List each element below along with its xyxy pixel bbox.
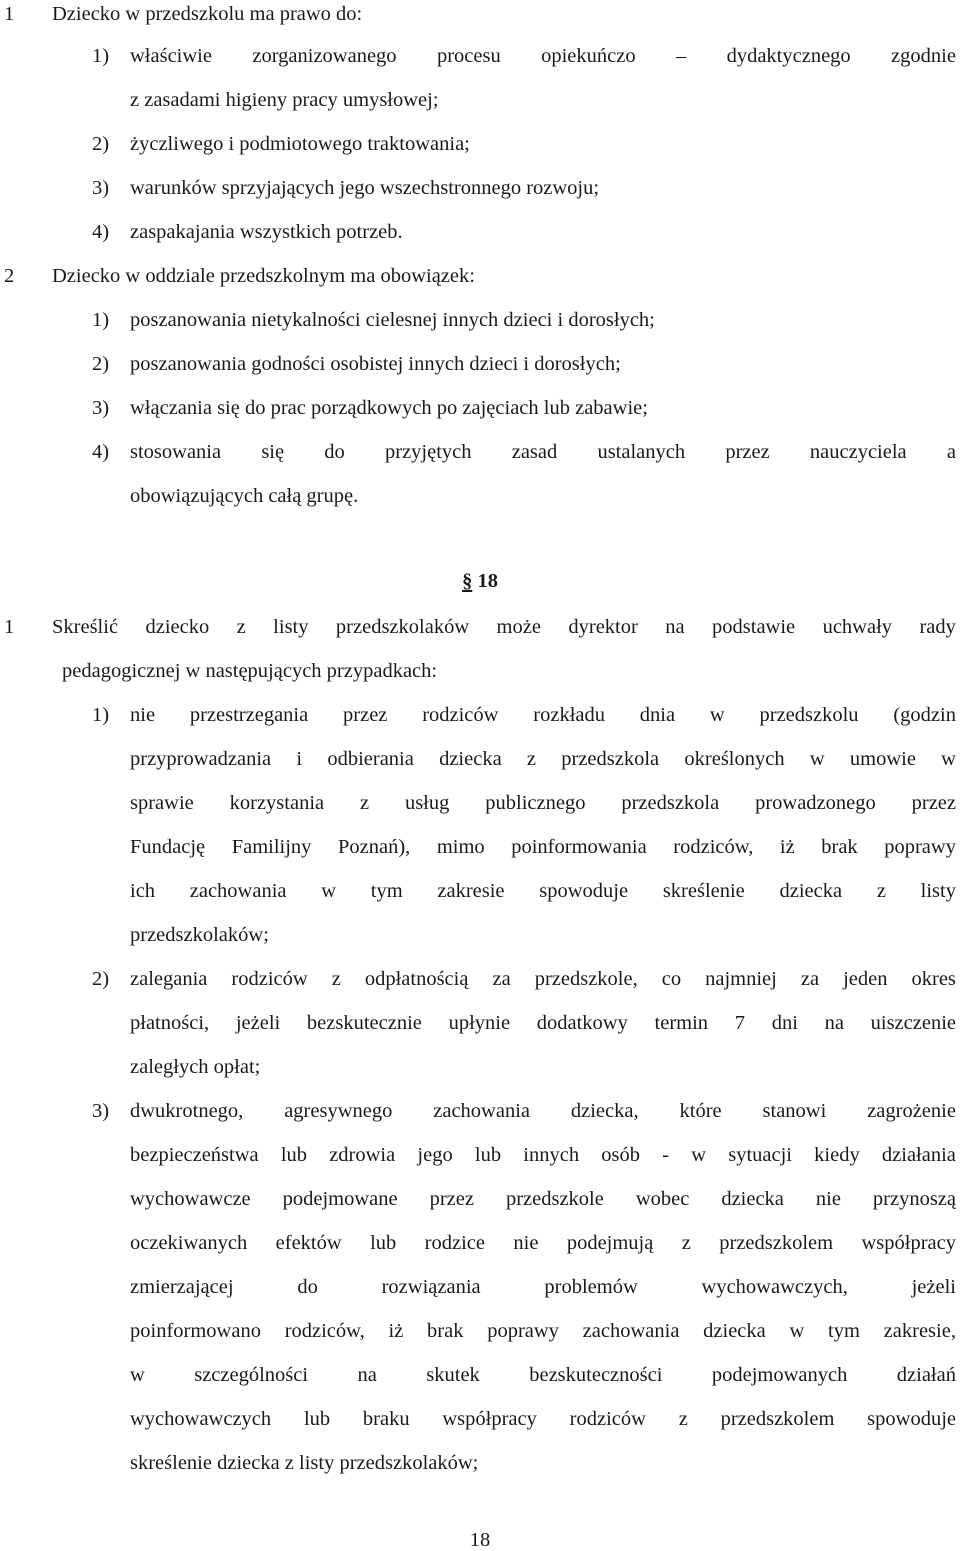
word: -	[662, 1144, 670, 1166]
word: innych	[523, 1144, 580, 1166]
list-item-line: zaległych opłat;	[130, 1056, 261, 1078]
list-item-line: poszanowania godności osobistej innych dzieci i dorosłych;	[130, 353, 621, 375]
word: a	[946, 441, 956, 463]
list-item-line: skreślenie dziecka z listy przedszkolaków;	[130, 1452, 479, 1474]
word: ustalanych	[597, 441, 686, 463]
word: bezskutecznie	[306, 1012, 422, 1034]
list-item-line	[130, 1145, 956, 1166]
word: skutek	[426, 1364, 480, 1386]
word: zakresie,	[883, 1320, 956, 1342]
word: rodziców,	[673, 836, 754, 858]
word: zmierzającej	[130, 1276, 234, 1298]
word: stosowania	[130, 441, 222, 463]
word: (godzin	[893, 704, 956, 726]
word: termin	[654, 1012, 709, 1034]
word: bezpieczeństwa	[130, 1144, 259, 1166]
word: może	[496, 616, 541, 638]
word: zalegania	[130, 968, 208, 990]
paragraph-number: 2	[4, 265, 15, 287]
word: dodatkowy	[536, 1012, 628, 1034]
word: określonych	[684, 748, 785, 770]
word: spowoduje	[867, 1408, 956, 1430]
word: sytuacji	[728, 1144, 792, 1166]
word: podstawie	[712, 616, 796, 638]
word: dziecka	[439, 748, 502, 770]
word: właściwie	[130, 45, 212, 67]
word: wychowawczych,	[701, 1276, 848, 1298]
word: efektów	[275, 1232, 342, 1254]
word: które	[679, 1100, 722, 1122]
list-item-line	[130, 1409, 956, 1430]
word: przyjętych	[385, 441, 472, 463]
word: oczekiwanych	[130, 1232, 248, 1254]
word: w	[691, 1144, 707, 1166]
word: zachowania	[433, 1100, 530, 1122]
list-item-line: z zasadami higieny pracy umysłowej;	[130, 89, 439, 111]
word: korzystania	[229, 792, 325, 814]
list-item-line	[130, 46, 956, 67]
word: w	[709, 704, 725, 726]
word: uiszczenie	[870, 1012, 956, 1034]
paragraph-intro	[52, 617, 956, 638]
word: skreślenie	[662, 880, 745, 902]
word: tym	[828, 1320, 860, 1342]
paragraph-intro: Dziecko w oddziale przedszkolnym ma obowiązek:	[52, 265, 475, 287]
word: podejmują	[566, 1232, 654, 1254]
word: w	[130, 1364, 145, 1386]
word: publicznego	[485, 792, 586, 814]
word: jego	[417, 1144, 453, 1166]
word: przedszkolaków	[335, 616, 470, 638]
list-item-line: warunków sprzyjających jego wszechstronnego rozwoju;	[130, 177, 600, 199]
word: najmniej	[705, 968, 777, 990]
word: braku	[362, 1408, 410, 1430]
word: dyrektor	[568, 616, 638, 638]
word: dni	[771, 1012, 798, 1034]
word: przedszkola	[621, 792, 720, 814]
word: przedszkole,	[534, 968, 638, 990]
word: rodzice	[424, 1232, 485, 1254]
word: za	[800, 968, 820, 990]
word: jeden	[843, 968, 888, 990]
word: zgodnie	[891, 45, 956, 67]
word: za	[492, 968, 511, 990]
list-item-line	[130, 442, 956, 463]
word: podejmowane	[282, 1188, 398, 1210]
list-item-number: 3)	[92, 397, 110, 419]
word: lub	[303, 1408, 331, 1430]
word: jeżeli	[911, 1276, 956, 1298]
word: poprawy	[487, 1320, 559, 1342]
word: szczególności	[194, 1364, 309, 1386]
word: co	[661, 968, 682, 990]
word: i	[296, 748, 303, 770]
word: Skreślić	[52, 616, 119, 638]
word: odbierania	[327, 748, 414, 770]
word: poinformowano	[130, 1320, 261, 1342]
word: do	[297, 1276, 318, 1298]
word: iż	[388, 1320, 404, 1342]
word: 7	[734, 1012, 745, 1034]
word: mimo	[436, 836, 485, 858]
word: zakresie	[437, 880, 505, 902]
list-item-line	[130, 1277, 956, 1298]
word: nie	[130, 704, 156, 726]
word: brak	[821, 836, 858, 858]
page-number: 18	[469, 1529, 491, 1551]
word: przez	[343, 704, 388, 726]
list-item-line	[130, 1189, 956, 1210]
word: usług	[404, 792, 450, 814]
word: dziecka,	[570, 1100, 639, 1122]
section-heading	[0, 571, 960, 592]
word: lub	[474, 1144, 502, 1166]
paragraph-intro: Dziecko w przedszkolu ma prawo do:	[52, 3, 363, 25]
word: dziecko	[145, 616, 210, 638]
word: zorganizowanego	[252, 45, 397, 67]
word: przez	[725, 441, 770, 463]
word: z	[331, 968, 341, 990]
word: umowie	[849, 748, 916, 770]
word: listy	[920, 880, 956, 902]
word: opiekuńczo	[541, 45, 636, 67]
word: przez	[429, 1188, 474, 1210]
word: okres	[911, 968, 956, 990]
word: w	[789, 1320, 805, 1342]
word: agresywnego	[284, 1100, 393, 1122]
word: zdrowia	[329, 1144, 396, 1166]
word: wychowawcze	[130, 1188, 251, 1210]
word: wobec	[635, 1188, 690, 1210]
word: Poznań),	[337, 836, 411, 858]
word: dydaktycznego	[726, 45, 851, 67]
word: bezskuteczności	[529, 1364, 663, 1386]
word: na	[665, 616, 685, 638]
word: na	[357, 1364, 377, 1386]
paragraph-intro: pedagogicznej w następujących przypadkach:	[62, 660, 438, 682]
word: poprawy	[884, 836, 956, 858]
word: upłynie	[448, 1012, 511, 1034]
word: nie	[513, 1232, 539, 1254]
word: na	[824, 1012, 844, 1034]
word: działań	[896, 1364, 956, 1386]
list-item-line	[130, 1013, 956, 1034]
word: stanowi	[762, 1100, 827, 1122]
word: rozwiązania	[381, 1276, 481, 1298]
word: zachowania	[189, 880, 287, 902]
list-item-line: włączania się do prac porządkowych po zajęciach lub zabawie;	[130, 397, 648, 419]
list-item-number: 2)	[92, 133, 110, 155]
section-symbol: §	[462, 570, 473, 592]
word: nauczyciela	[809, 441, 907, 463]
word: rodziców,	[284, 1320, 365, 1342]
word: –	[675, 45, 687, 67]
word: iż	[779, 836, 795, 858]
paragraph-number: 1	[4, 616, 15, 638]
word: poinformowania	[511, 836, 647, 858]
list-item-line	[130, 705, 956, 726]
word: problemów	[544, 1276, 638, 1298]
list-item-line	[130, 749, 956, 770]
list-item-number: 1)	[92, 309, 110, 331]
list-item-number: 3)	[92, 1100, 110, 1122]
word: lub	[370, 1232, 397, 1254]
word: osób	[601, 1144, 641, 1166]
word: podejmowanych	[711, 1364, 848, 1386]
list-item-line	[130, 837, 956, 858]
word: dziecka	[779, 880, 843, 902]
word: zagrożenie	[867, 1100, 956, 1122]
list-item-number: 1)	[92, 45, 110, 67]
list-item-line	[130, 969, 956, 990]
word: odpłatnością	[364, 968, 469, 990]
word: wychowawczych	[130, 1408, 272, 1430]
word: dnia	[639, 704, 676, 726]
word: prowadzonego	[755, 792, 876, 814]
list-item-line	[130, 881, 956, 902]
word: lub	[280, 1144, 308, 1166]
word: rodziców	[422, 704, 499, 726]
list-item-line	[130, 1365, 956, 1386]
word: procesu	[436, 45, 501, 67]
word: z	[681, 1232, 691, 1254]
word: w	[321, 880, 337, 902]
word: przez	[911, 792, 956, 814]
word: z	[236, 616, 246, 638]
word: przedszkola	[561, 748, 660, 770]
word: Familijny	[231, 836, 312, 858]
word: dwukrotnego,	[130, 1100, 244, 1122]
list-item-line: obowiązujących całą grupę.	[130, 485, 359, 507]
list-item-line	[130, 1321, 956, 1342]
list-item-number: 2)	[92, 968, 110, 990]
list-item-line: zaspakajania wszystkich potrzeb.	[130, 221, 403, 243]
word: sprawie	[130, 792, 194, 814]
word: z	[359, 792, 370, 814]
word: w	[809, 748, 825, 770]
list-item-number: 4)	[92, 441, 110, 463]
list-item-number: 3)	[92, 177, 110, 199]
list-item-number: 2)	[92, 353, 110, 375]
word: współpracy	[442, 1408, 537, 1430]
word: nie	[815, 1188, 841, 1210]
word: rodziców	[231, 968, 308, 990]
word: płatności,	[130, 1012, 210, 1034]
word: jeżeli	[235, 1012, 281, 1034]
word: przedszkolem	[720, 1408, 835, 1430]
word: przyprowadzania	[130, 748, 272, 770]
word: przynoszą	[872, 1188, 956, 1210]
word: Fundację	[130, 836, 206, 858]
word: przestrzegania	[189, 704, 309, 726]
list-item-line	[130, 1233, 956, 1254]
word: rady	[919, 616, 956, 638]
word: rodziców	[569, 1408, 646, 1430]
word: dziecka	[703, 1320, 766, 1342]
word: w	[941, 748, 956, 770]
list-item-number: 4)	[92, 221, 110, 243]
paragraph-number: 1	[4, 3, 15, 25]
word: brak	[427, 1320, 464, 1342]
word: przedszkolem	[719, 1232, 834, 1254]
word: ich	[130, 880, 156, 902]
word: z	[526, 748, 537, 770]
word: listy	[273, 616, 309, 638]
word: działania	[881, 1144, 956, 1166]
word: zachowania	[582, 1320, 680, 1342]
word: z	[876, 880, 886, 902]
word: uchwały	[822, 616, 893, 638]
section-number: 18	[477, 570, 498, 592]
word: przedszkolu	[759, 704, 859, 726]
word: się	[261, 441, 285, 463]
list-item-number: 1)	[92, 704, 110, 726]
word: rozkładu	[533, 704, 605, 726]
word: spowoduje	[539, 880, 629, 902]
list-item-line: życzliwego i podmiotowego traktowania;	[130, 133, 470, 155]
list-item-line: poszanowania nietykalności cielesnej innych dzieci i dorosłych;	[130, 309, 655, 331]
word: współpracy	[861, 1232, 956, 1254]
word: przedszkole	[505, 1188, 604, 1210]
word: zasad	[511, 441, 558, 463]
word: kiedy	[814, 1144, 860, 1166]
word: z	[678, 1408, 688, 1430]
word: dziecka	[721, 1188, 784, 1210]
list-item-line	[130, 1101, 956, 1122]
word: do	[324, 441, 345, 463]
word: tym	[370, 880, 403, 902]
list-item-line	[130, 793, 956, 814]
list-item-line: przedszkolaków;	[130, 924, 269, 946]
